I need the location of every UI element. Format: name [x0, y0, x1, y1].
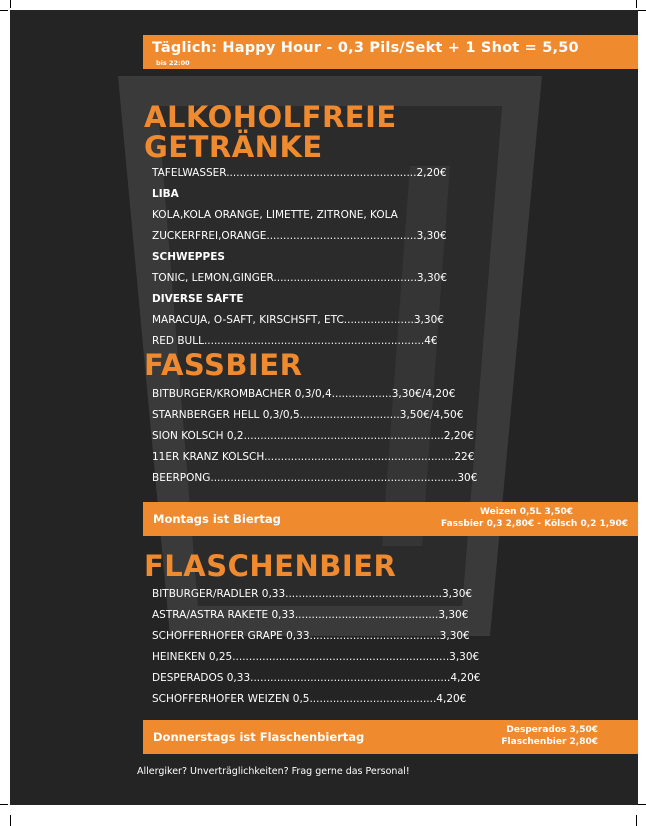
menu-item: HEINEKEN 0,25.................................................................3,30€	[152, 651, 480, 663]
menu-page	[10, 10, 638, 805]
menu-category: SCHWEPPES	[152, 251, 225, 263]
crop-mark	[10, 0, 11, 8]
crop-mark	[636, 815, 637, 826]
menu-item: DESPERADOS 0,33............................................................4,20€	[152, 672, 481, 684]
menu-item: STARNBERGER HELL 0,3/0,5..............................3,50€/4,50€	[152, 409, 464, 421]
happy-hour-title: Täglich: Happy Hour - 0,3 Pils/Sekt + 1 Shot = 5,50	[152, 40, 579, 56]
montag-promo-prices	[441, 506, 628, 530]
crop-mark	[0, 804, 8, 805]
donnerstag-promo-line2: Flaschenbier 2,80€	[501, 737, 598, 747]
crop-mark	[638, 10, 646, 11]
montag-promo-label: Montags ist Biertag	[153, 512, 281, 526]
montag-promo-banner	[143, 502, 638, 536]
menu-item: SCHÖFFERHOFER WEIZEN 0,5......................................4,20€	[152, 693, 467, 705]
menu-item: SION KÖLSCH 0,2............................................................2,20€	[152, 430, 474, 442]
menu-category: DIVERSE SÄFTE	[152, 293, 244, 305]
donnerstag-promo-prices	[501, 724, 598, 748]
menu-category: LIBA	[152, 188, 179, 200]
menu-item: ASTRA/ASTRA RAKETE 0,33...........................................3,30€	[152, 609, 469, 621]
crop-mark	[638, 804, 646, 805]
menu-item: RED BULL..................................................................4€	[152, 335, 438, 347]
section-title-fassbier: FASSBIER	[144, 348, 303, 382]
donnerstag-promo-line1: Desperados 3,50€	[506, 725, 598, 735]
menu-item: MARACUJA, O-SAFT, KIRSCHSFT, ETC.....................3,30€	[152, 314, 444, 326]
crop-mark	[636, 0, 637, 8]
menu-item: TONIC, LEMON,GINGER...........................................3,30€	[152, 272, 447, 284]
montag-promo-line1: Weizen 0,5L 3,50€	[480, 507, 573, 517]
donnerstag-promo-label: Donnerstags ist Flaschenbiertag	[153, 730, 365, 744]
menu-item: ZUCKERFREI,ORANGE.............................................3,30€	[152, 230, 447, 242]
happy-hour-banner	[143, 35, 638, 69]
happy-hour-subtitle: bis 22:00	[156, 59, 190, 67]
section-title-alkoholfrei-2: GETRÄNKE	[144, 130, 323, 164]
menu-item: KOLA,KOLA ORANGE, LIMETTE, ZITRONE, KOLA	[152, 209, 398, 221]
menu-item: SCHÖFFERHOFER GRAPE 0,33.......................................3,30€	[152, 630, 470, 642]
menu-item: TAFELWASSER.........................................................2,20€	[152, 167, 447, 179]
menu-item: BEERPONG..........................................................................30€	[152, 472, 478, 484]
menu-item: BITBURGER/RADLER 0,33...............................................3,30€	[152, 588, 473, 600]
donnerstag-promo-banner	[143, 720, 638, 754]
crop-mark	[0, 10, 8, 11]
section-title-alkoholfrei: ALKOHOLFREIE	[144, 100, 397, 134]
menu-item: 11ER KRANZ KÖLSCH.........................................................22€	[152, 451, 475, 463]
menu-item: BITBURGER/KROMBACHER 0,3/0,4..................3,30€/4,20€	[152, 388, 456, 400]
section-title-flaschenbier: FLASCHENBIER	[144, 549, 397, 583]
montag-promo-line2: Fassbier 0,3 2,80€ - Kölsch 0,2 1,90€	[440, 519, 628, 529]
allergy-note: Allergiker? Unverträglichkeiten? Frag gerne das Personal!	[137, 766, 410, 777]
crop-mark	[10, 815, 11, 826]
